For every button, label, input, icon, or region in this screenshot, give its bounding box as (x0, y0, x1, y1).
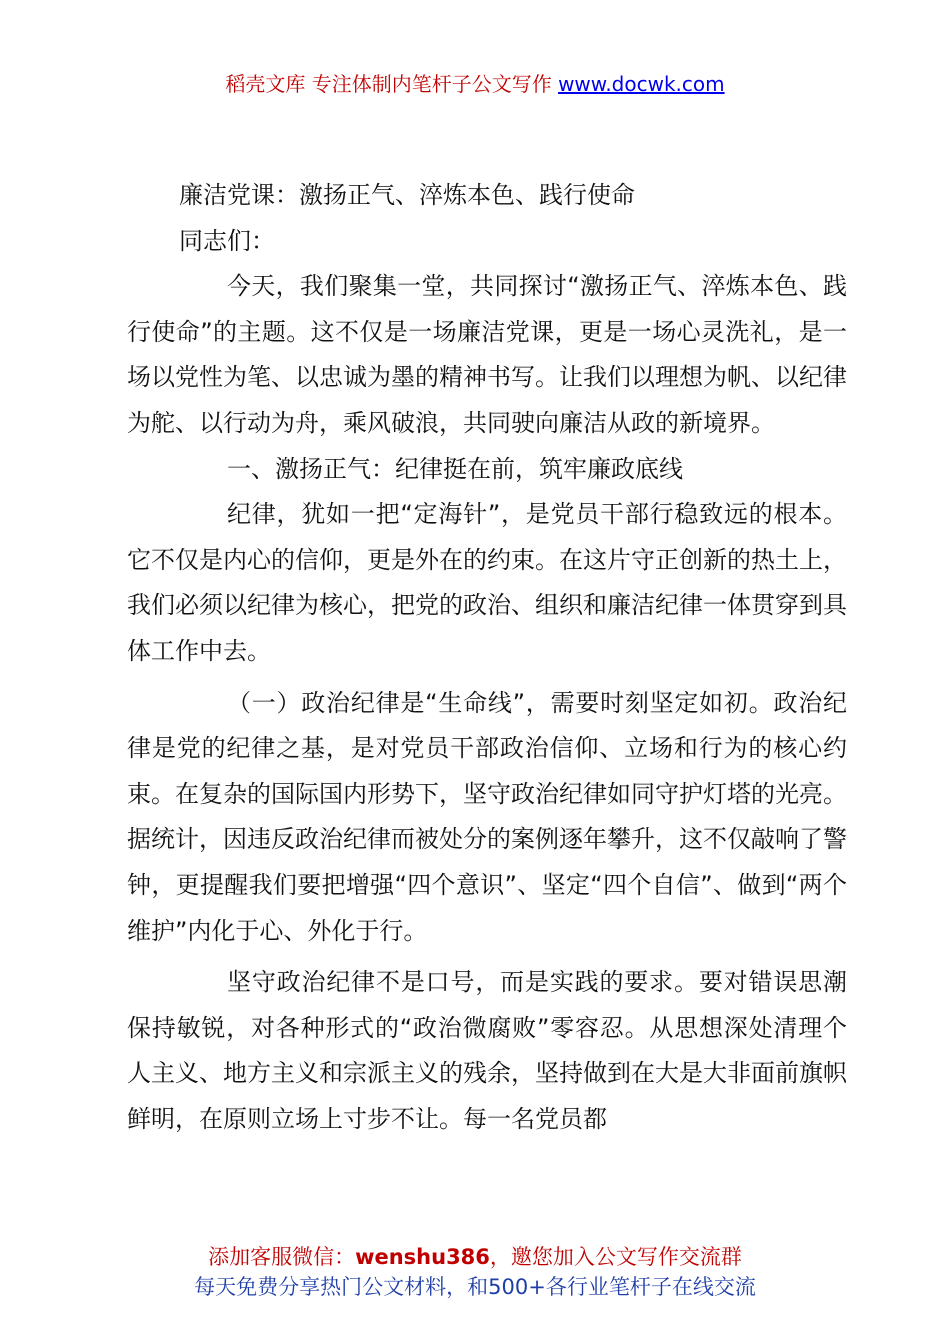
footer-promo: 每天免费分享热门公文材料，和500+各行业笔杆子在线交流 (194, 1275, 756, 1299)
document-greeting: 同志们： (179, 226, 275, 255)
header-brand: 稻壳文库 专注体制内笔杆子公文写作 (225, 72, 559, 96)
page-header (0, 68, 950, 97)
subsection1-paragraph: （一）政治纪律是“生命线”，需要时刻坚定如初。政治纪律是党的纪律之基，是对党员干部政治信仰、立场和行为的核心约束。在复杂的国际国内形势下，坚守政治纪律如同守护灯塔的光亮。据统计，因违反政治纪律而被处分的案例逐年攀升，这不仅敲响了警钟，更提醒我们要把增强“四个意识”、坚定“四个自信”、做到“两个维护”内化于心、外化于行。 (127, 688, 847, 945)
section1-heading: 一、激扬正气：纪律挺在前，筑牢廉政底线 (227, 454, 683, 483)
intro-paragraph: 今天，我们聚集一堂，共同探讨“激扬正气、淬炼本色、践行使命”的主题。这不仅是一场廉洁党课，更是一场心灵洗礼，是一场以党性为笔、以忠诚为墨的精神书写。让我们以理想为帆、以纪律为舵、以行动为舟，乘风破浪，共同驶向廉洁从政的新境界。 (127, 272, 847, 437)
header-link[interactable]: www.docwk.com (558, 72, 725, 96)
document-title: 廉洁党课：激扬正气、淬炼本色、践行使命 (179, 181, 635, 209)
footer-contact (0, 1241, 950, 1271)
footer-contact-prefix: 添加客服微信： (208, 1245, 356, 1269)
section1-paragraph: 纪律，犹如一把“定海针”，是党员干部行稳致远的根本。它不仅是内心的信仰，更是外在的约束。在这片守正创新的热土上，我们必须以纪律为核心，把党的政治、组织和廉洁纪律一体贯穿到具体工作中去。 (127, 500, 847, 665)
document-body (127, 173, 847, 1142)
subsection1-paragraph-2: 坚守政治纪律不是口号，而是实践的要求。要对错误思潮保持敏锐，对各种形式的“政治微腐败”零容忍。从思想深处清理个人主义、地方主义和宗派主义的残余，坚持做到在大是大非面前旗帜鲜明，在原则立场上寸步不让。每一名党员都 (127, 968, 847, 1133)
footer-contact-suffix: ，邀您加入公文写作交流群 (489, 1245, 742, 1269)
footer-wechat-id: wenshu386 (355, 1245, 490, 1269)
